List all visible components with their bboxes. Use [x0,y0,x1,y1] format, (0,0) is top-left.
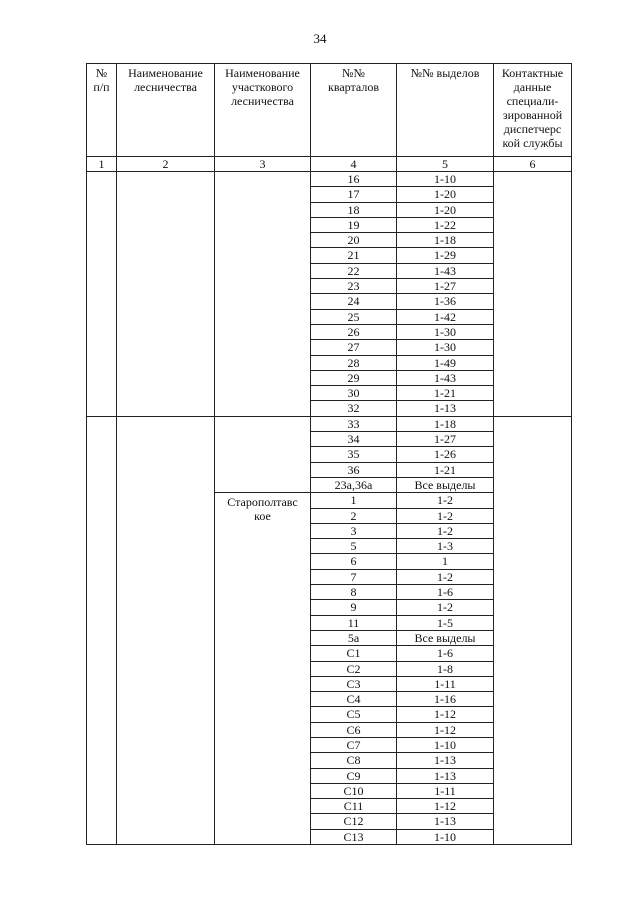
allotment-cell: 1-6 [397,585,494,600]
quarter-cell: С12 [311,814,397,829]
header-district-forestry-name: Наименование участкового лесничества [215,64,311,157]
allotment-cell: 1-10 [397,172,494,187]
contact-cell [494,172,572,417]
allotment-cell: 1-18 [397,416,494,431]
allotment-cell: 1-43 [397,370,494,385]
column-number: 3 [215,157,311,172]
column-number: 1 [87,157,117,172]
header-quarters: №№ кварталов [311,64,397,157]
allotment-cell: 1-18 [397,233,494,248]
allotment-cell: 1-27 [397,279,494,294]
table-header-row [87,64,572,157]
quarter-cell: 8 [311,585,397,600]
quarter-cell: 28 [311,355,397,370]
allotment-cell: 1-12 [397,799,494,814]
header-number: № п/п [87,64,117,157]
quarter-cell: 17 [311,187,397,202]
quarter-cell: 21 [311,248,397,263]
forestry-name-cell [117,172,215,417]
quarter-cell: С11 [311,799,397,814]
column-number: 5 [397,157,494,172]
table-row [87,416,572,431]
allotment-cell: 1-11 [397,676,494,691]
contact-cell [494,416,572,844]
number-cell [87,172,117,417]
quarter-cell: С2 [311,661,397,676]
forestry-table [86,63,572,845]
quarter-cell: 23а,36а [311,477,397,492]
quarter-cell: С6 [311,722,397,737]
allotment-cell: 1-8 [397,661,494,676]
quarter-cell: 20 [311,233,397,248]
allotment-cell: 1-2 [397,523,494,538]
quarter-cell: С8 [311,753,397,768]
quarter-cell: С1 [311,646,397,661]
quarter-cell: С5 [311,707,397,722]
allotment-cell: 1-2 [397,600,494,615]
quarter-cell: 32 [311,401,397,416]
allotment-cell: Все выделы [397,630,494,645]
allotment-cell: 1-49 [397,355,494,370]
column-numbers-row [87,157,572,172]
quarter-cell: С7 [311,737,397,752]
quarter-cell: 30 [311,386,397,401]
allotment-cell: 1-6 [397,646,494,661]
quarter-cell: 5а [311,630,397,645]
allotment-cell: 1-2 [397,569,494,584]
quarter-cell: 25 [311,309,397,324]
quarter-cell: 36 [311,462,397,477]
quarter-cell: 6 [311,554,397,569]
quarter-cell: 3 [311,523,397,538]
allotment-cell: Все выделы [397,477,494,492]
quarter-cell: С3 [311,676,397,691]
allotment-cell: 1-27 [397,432,494,447]
quarter-cell: 9 [311,600,397,615]
quarter-cell: С9 [311,768,397,783]
district-forestry-cell: Старополтавс кое [215,493,311,845]
allotment-cell: 1-22 [397,217,494,232]
table-row [87,172,572,187]
forestry-name-cell [117,416,215,844]
allotment-cell: 1-3 [397,539,494,554]
allotment-cell: 1-29 [397,248,494,263]
allotment-cell: 1-2 [397,508,494,523]
quarter-cell: С10 [311,783,397,798]
allotment-cell: 1-20 [397,202,494,217]
allotment-cell: 1-30 [397,340,494,355]
allotment-cell: 1-11 [397,783,494,798]
quarter-cell: 16 [311,172,397,187]
district-forestry-cell [215,416,311,492]
quarter-cell: 22 [311,263,397,278]
allotment-cell: 1-21 [397,462,494,477]
quarter-cell: 35 [311,447,397,462]
quarter-cell: 2 [311,508,397,523]
allotment-cell: 1-5 [397,615,494,630]
quarter-cell: 18 [311,202,397,217]
number-cell [87,416,117,844]
header-contact-data: Контактные данные специали- зированной диспетчерс кой службы [494,64,572,157]
column-number: 2 [117,157,215,172]
allotment-cell: 1-21 [397,386,494,401]
quarter-cell: 24 [311,294,397,309]
allotment-cell: 1-10 [397,829,494,844]
allotment-cell: 1-12 [397,707,494,722]
allotment-cell: 1-30 [397,324,494,339]
quarter-cell: 26 [311,324,397,339]
quarter-cell: 1 [311,493,397,508]
quarter-cell: 34 [311,432,397,447]
allotment-cell: 1-36 [397,294,494,309]
quarter-cell: С13 [311,829,397,844]
allotment-cell: 1-42 [397,309,494,324]
allotment-cell: 1-13 [397,401,494,416]
column-number: 6 [494,157,572,172]
header-forestry-name: Наименование лесничества [117,64,215,157]
allotment-cell: 1-43 [397,263,494,278]
district-forestry-cell [215,172,311,417]
page-number: 34 [313,31,327,46]
quarter-cell: 11 [311,615,397,630]
allotment-cell: 1 [397,554,494,569]
quarter-cell: 19 [311,217,397,232]
allotment-cell: 1-20 [397,187,494,202]
allotment-cell: 1-13 [397,814,494,829]
quarter-cell: 7 [311,569,397,584]
quarter-cell: 23 [311,279,397,294]
allotment-cell: 1-13 [397,768,494,783]
quarter-cell: 33 [311,416,397,431]
column-number: 4 [311,157,397,172]
quarter-cell: 27 [311,340,397,355]
header-allotments: №№ выделов [397,64,494,157]
quarter-cell: С4 [311,692,397,707]
allotment-cell: 1-10 [397,737,494,752]
quarter-cell: 5 [311,539,397,554]
allotment-cell: 1-2 [397,493,494,508]
allotment-cell: 1-12 [397,722,494,737]
allotment-cell: 1-26 [397,447,494,462]
allotment-cell: 1-13 [397,753,494,768]
allotment-cell: 1-16 [397,692,494,707]
quarter-cell: 29 [311,370,397,385]
